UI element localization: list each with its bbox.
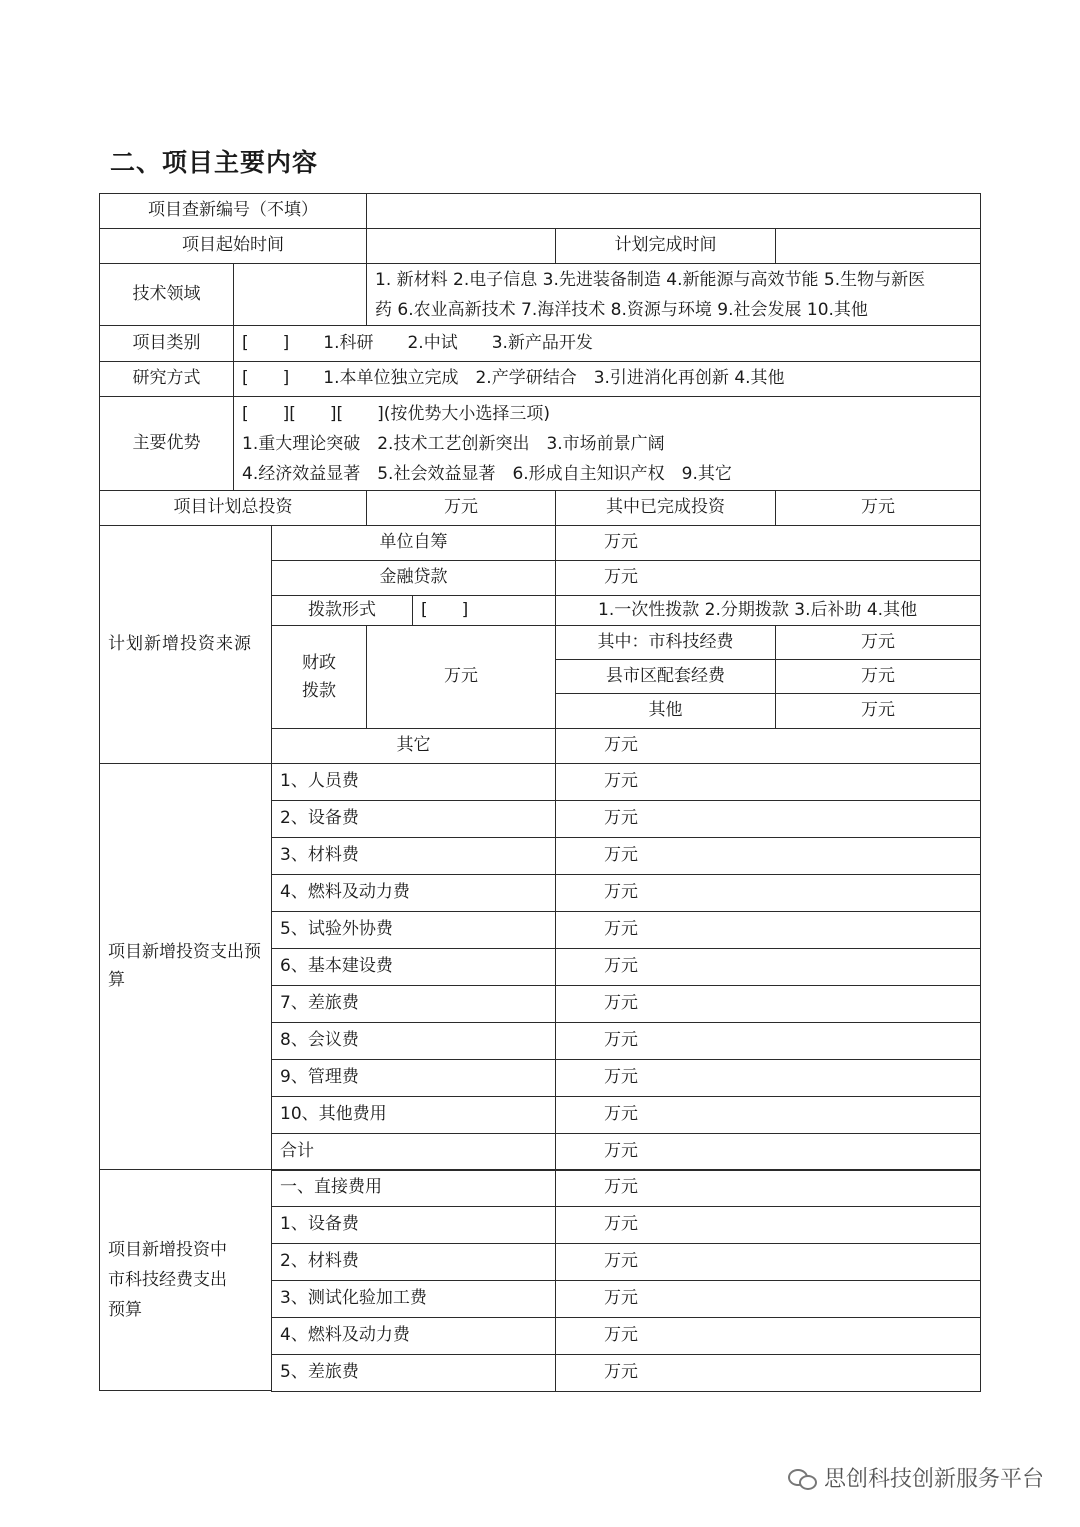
city-tech-budget-item-amount[interactable]: 万元 <box>555 1280 981 1318</box>
section-heading: 二、项目主要内容 <box>110 148 319 177</box>
expense-budget-item-amount[interactable]: 万元 <box>555 800 981 838</box>
advantage-line1: [ ][ ][ ](按优势大小选择三项) <box>242 403 551 424</box>
fiscal-grant-field[interactable]: 万元 <box>366 625 556 729</box>
expense-budget-item-label: 3、材料费 <box>271 837 556 875</box>
city-tech-budget-label-line3: 预算 <box>108 1300 142 1320</box>
wechat-icon <box>788 1467 818 1489</box>
start-time-field[interactable] <box>366 228 556 264</box>
expense-budget-label: 项目新增投资支出预算 <box>99 763 272 1170</box>
other-source-field[interactable]: 万元 <box>555 728 981 764</box>
query-no-label: 项目查新编号（不填） <box>99 193 367 229</box>
completed-investment-label: 其中已完成投资 <box>555 490 776 526</box>
expense-budget-item-label: 2、设备费 <box>271 800 556 838</box>
expense-budget-item-label: 1、人员费 <box>271 763 556 801</box>
city-tech-fund-field[interactable]: 万元 <box>775 625 981 660</box>
grant-form-options: 1.一次性拨款 2.分期拨款 3.后补助 4.其他 <box>555 595 981 626</box>
research-mode-options[interactable]: [ ] 1.本单位独立完成 2.产学研结合 3.引进消化再创新 4.其他 <box>233 361 981 397</box>
city-tech-budget-item-amount[interactable]: 万元 <box>555 1169 981 1207</box>
expense-budget-item-label: 合计 <box>271 1133 556 1171</box>
funding-source-label: 计划新增投资来源 <box>99 525 272 764</box>
city-tech-budget-item-label: 2、材料费 <box>271 1243 556 1281</box>
completed-investment-field[interactable]: 万元 <box>775 490 981 526</box>
other-fund-field[interactable]: 万元 <box>775 693 981 729</box>
city-tech-budget-item-amount[interactable]: 万元 <box>555 1317 981 1355</box>
self-raised-label: 单位自筹 <box>271 525 556 561</box>
project-type-label: 项目类别 <box>99 325 234 362</box>
bank-loan-label: 金融贷款 <box>271 560 556 596</box>
county-matching-fund-field[interactable]: 万元 <box>775 659 981 694</box>
fiscal-grant-line1: 财政 <box>302 653 336 673</box>
expense-budget-item-amount[interactable]: 万元 <box>555 874 981 912</box>
expense-budget-item-label: 9、管理费 <box>271 1059 556 1097</box>
city-tech-budget-item-amount[interactable]: 万元 <box>555 1354 981 1392</box>
city-tech-budget-item-label: 1、设备费 <box>271 1206 556 1244</box>
advantage-label: 主要优势 <box>99 396 234 491</box>
other-fund-label: 其他 <box>555 693 776 729</box>
research-mode-label: 研究方式 <box>99 361 234 397</box>
query-no-field[interactable] <box>366 193 981 229</box>
expense-budget-item-label: 4、燃料及动力费 <box>271 874 556 912</box>
watermark <box>788 1462 1044 1493</box>
fiscal-grant-line2: 拨款 <box>302 681 336 701</box>
expense-budget-item-amount[interactable]: 万元 <box>555 985 981 1023</box>
advantage-line2: 1.重大理论突破 2.技术工艺创新突出 3.市场前景广阔 <box>242 433 665 454</box>
self-raised-field[interactable]: 万元 <box>555 525 981 561</box>
bank-loan-field[interactable]: 万元 <box>555 560 981 596</box>
fiscal-grant-label <box>271 625 367 729</box>
city-tech-budget-label <box>99 1169 272 1391</box>
expense-budget-item-amount[interactable]: 万元 <box>555 1096 981 1134</box>
plan-finish-label: 计划完成时间 <box>555 228 776 264</box>
expense-budget-item-amount[interactable]: 万元 <box>555 948 981 986</box>
tech-field-options-line2: 药 6.农业高新技术 7.海洋技术 8.资源与环境 9.社会发展 10.其他 <box>375 299 868 320</box>
city-tech-budget-item-label: 3、测试化验加工费 <box>271 1280 556 1318</box>
county-matching-fund-label: 县市区配套经费 <box>555 659 776 694</box>
plan-finish-field[interactable] <box>775 228 981 264</box>
start-time-label: 项目起始时间 <box>99 228 367 264</box>
expense-budget-item-amount[interactable]: 万元 <box>555 911 981 949</box>
tech-field-options-line1: 1. 新材料 2.电子信息 3.先进装备制造 4.新能源与高效节能 5.生物与新医 <box>375 269 926 290</box>
expense-budget-item-amount[interactable]: 万元 <box>555 1133 981 1171</box>
project-type-options[interactable]: [ ] 1.科研 2.中试 3.新产品开发 <box>233 325 981 362</box>
city-tech-fund-label: 其中：市科技经费 <box>555 625 776 660</box>
city-tech-budget-item-label: 4、燃料及动力费 <box>271 1317 556 1355</box>
expense-budget-item-label: 6、基本建设费 <box>271 948 556 986</box>
city-tech-budget-item-amount[interactable]: 万元 <box>555 1206 981 1244</box>
city-tech-budget-label-line2: 市科技经费支出 <box>108 1270 227 1290</box>
total-investment-field[interactable]: 万元 <box>366 490 556 526</box>
grant-form-label: 拨款形式 <box>271 595 413 626</box>
other-source-label: 其它 <box>271 728 556 764</box>
advantage-options[interactable] <box>233 396 981 491</box>
expense-budget-item-amount[interactable]: 万元 <box>555 1022 981 1060</box>
tech-field-choice[interactable] <box>233 263 367 326</box>
city-tech-budget-item-amount[interactable]: 万元 <box>555 1243 981 1281</box>
tech-field-label: 技术领域 <box>99 263 234 326</box>
grant-form-bracket[interactable]: [ ] <box>412 595 556 626</box>
tech-field-options <box>366 263 981 326</box>
advantage-line3: 4.经济效益显著 5.社会效益显著 6.形成自主知识产权 9.其它 <box>242 463 732 484</box>
city-tech-budget-label-line1: 项目新增投资中 <box>108 1240 227 1260</box>
city-tech-budget-item-label: 5、差旅费 <box>271 1354 556 1392</box>
city-tech-budget-item-label: 一、直接费用 <box>271 1169 556 1207</box>
expense-budget-item-label: 5、试验外协费 <box>271 911 556 949</box>
expense-budget-item-label: 7、差旅费 <box>271 985 556 1023</box>
expense-budget-item-amount[interactable]: 万元 <box>555 837 981 875</box>
expense-budget-item-label: 8、会议费 <box>271 1022 556 1060</box>
total-investment-label: 项目计划总投资 <box>99 490 367 526</box>
expense-budget-item-amount[interactable]: 万元 <box>555 1059 981 1097</box>
expense-budget-item-label: 10、其他费用 <box>271 1096 556 1134</box>
watermark-text: 思创科技创新服务平台 <box>823 1467 1044 1492</box>
expense-budget-item-amount[interactable]: 万元 <box>555 763 981 801</box>
